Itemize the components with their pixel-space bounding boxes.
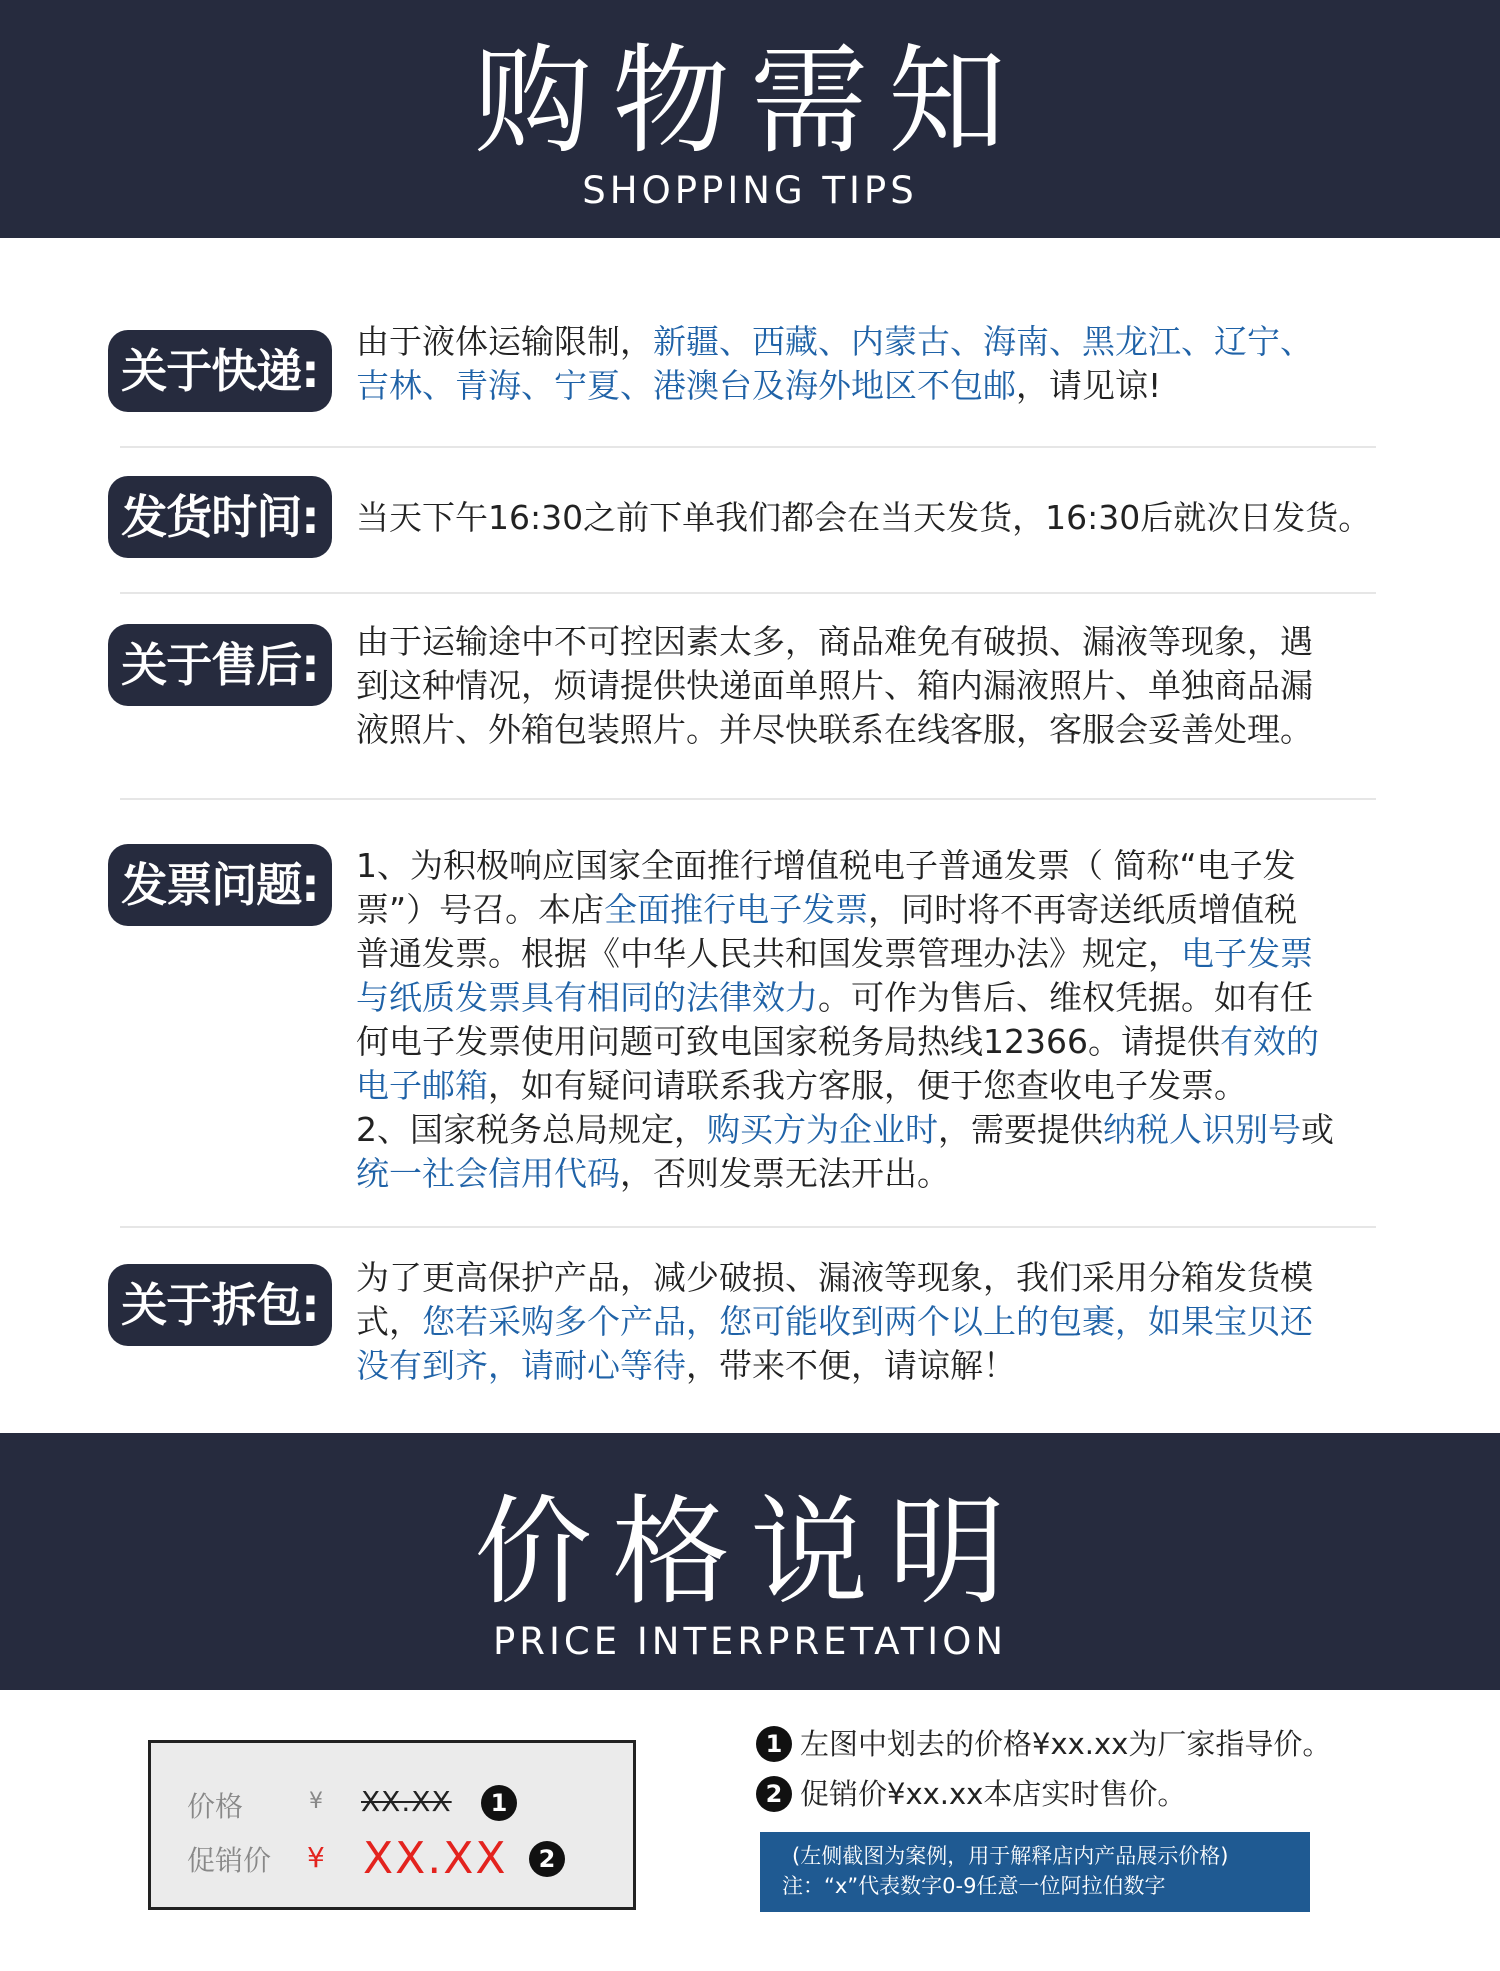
section-text <box>356 844 1386 1196</box>
plain-text: 到这种情况，烦请提供快递面单照片、箱内漏液照片、单独商品漏 <box>356 666 1313 705</box>
plain-text: ，需要提供 <box>938 1110 1103 1149</box>
promo-price-value: XX.XX <box>363 1833 508 1884</box>
text-line <box>356 708 1386 752</box>
note-2-text: 促销价¥xx.xx本店实时售价。 <box>800 1777 1187 1811</box>
plain-text: 何电子发票使用问题可致电国家税务局热线12366。请提供 <box>356 1022 1220 1061</box>
plain-text: ，如有疑问请联系我方客服，便于您查收电子发票。 <box>488 1066 1247 1105</box>
banner-title: 购物需知 <box>473 32 1026 170</box>
text-line <box>356 1152 1386 1196</box>
plain-text: 由于液体运输限制， <box>356 322 653 361</box>
section-label: 关于拆包: <box>108 1264 332 1346</box>
list-price-value: XX.XX <box>361 1785 452 1818</box>
shopping-tips-banner <box>0 0 1500 238</box>
list-price-label: 价格 <box>187 1790 244 1823</box>
text-line <box>356 976 1386 1020</box>
explanation-line-1: (左侧截图为案例，用于解释店内产品展示价格) <box>792 1844 1229 1868</box>
marker-2-icon: 2 <box>756 1776 792 1812</box>
text-line <box>356 1300 1386 1344</box>
plain-text: 1、为积极响应国家全面推行增值税电子普通发票（ 简称“电子发 <box>356 846 1296 885</box>
note-1 <box>756 1726 1331 1764</box>
section-label: 发货时间: <box>108 476 332 558</box>
section-text <box>356 496 1386 540</box>
highlight-text: 纳税人识别号 <box>1103 1110 1301 1149</box>
section-text <box>356 1256 1386 1388</box>
divider <box>120 592 1376 594</box>
price-example-box <box>148 1740 636 1910</box>
highlight-text: 电子发票 <box>1181 934 1313 973</box>
marker-1-icon: 1 <box>481 1785 517 1821</box>
highlight-text: 新疆、西藏、内蒙古、海南、黑龙江、辽宁、 <box>653 322 1313 361</box>
price-interpretation-banner <box>0 1433 1500 1690</box>
text-line <box>356 1020 1386 1064</box>
plain-text: ，同时将不再寄送纸质增值税 <box>868 890 1298 929</box>
text-line <box>356 1256 1386 1300</box>
plain-text: 普通发票。根据《中华人民共和国发票管理办法》规定， <box>356 934 1181 973</box>
divider <box>120 798 1376 800</box>
text-line <box>356 1108 1386 1152</box>
plain-text: ，带来不便，请谅解！ <box>686 1346 1016 1385</box>
section-label: 关于售后: <box>108 624 332 706</box>
section-text <box>356 620 1386 752</box>
explanation-box <box>760 1832 1310 1912</box>
divider <box>120 1226 1376 1228</box>
highlight-text: 吉林、青海、宁夏、港澳台及海外地区不包邮 <box>356 366 1016 405</box>
text-line <box>356 620 1386 664</box>
text-line <box>356 364 1386 408</box>
text-line <box>356 320 1386 364</box>
note-1-text: 左图中划去的价格¥xx.xx为厂家指导价。 <box>800 1727 1332 1761</box>
highlight-text: 购买方为企业时 <box>707 1110 938 1149</box>
banner-title: 价格说明 <box>473 1483 1026 1621</box>
banner-subtitle: SHOPPING TIPS <box>582 169 918 212</box>
plain-text: 。可作为售后、维权凭据。如有任 <box>818 978 1313 1017</box>
section-text <box>356 320 1386 408</box>
highlight-text: 有效的 <box>1219 1022 1319 1061</box>
marker-2-icon: 2 <box>529 1841 565 1877</box>
text-line <box>356 888 1386 932</box>
plain-text: 由于运输途中不可控因素太多，商品难免有破损、漏液等现象，遇 <box>356 622 1313 661</box>
highlight-text: 您若采购多个产品，您可能收到两个以上的包裹，如果宝贝还 <box>422 1302 1313 1341</box>
section-label: 关于快递: <box>108 330 332 412</box>
highlight-text: 电子邮箱 <box>356 1066 488 1105</box>
plain-text: 当天下午16:30之前下单我们都会在当天发货，16:30后就次日发货。 <box>356 498 1372 537</box>
highlight-text: 与纸质发票具有相同的法律效力 <box>356 978 818 1017</box>
marker-1-icon: 1 <box>756 1726 792 1762</box>
section-label: 发票问题: <box>108 844 332 926</box>
plain-text: 2、国家税务总局规定， <box>356 1110 707 1149</box>
explanation-line-2: 注：“x”代表数字0-9任意一位阿拉伯数字 <box>782 1874 1166 1898</box>
plain-text: ，请见谅! <box>1016 366 1162 405</box>
plain-text: 为了更高保护产品，减少破损、漏液等现象，我们采用分箱发货模 <box>356 1258 1313 1297</box>
yen-sign: ¥ <box>309 1789 323 1814</box>
note-2 <box>756 1776 1186 1814</box>
plain-text: 液照片、外箱包装照片。并尽快联系在线客服，客服会妥善处理。 <box>356 710 1313 749</box>
list-price-row <box>151 1785 633 1825</box>
promo-price-label: 促销价 <box>187 1844 272 1877</box>
plain-text: ，否则发票无法开出。 <box>620 1154 950 1193</box>
banner-subtitle: PRICE INTERPRETATION <box>492 1620 1008 1663</box>
highlight-text: 统一社会信用代码 <box>356 1154 620 1193</box>
text-line <box>356 844 1386 888</box>
text-line <box>356 664 1386 708</box>
text-line <box>356 932 1386 976</box>
text-line <box>356 496 1386 540</box>
plain-text: 票”）号召。本店 <box>356 890 605 929</box>
plain-text: 或 <box>1301 1110 1334 1149</box>
text-line <box>356 1064 1386 1108</box>
divider <box>120 446 1376 448</box>
promo-price-row <box>151 1835 633 1891</box>
yen-sign: ¥ <box>307 1841 325 1874</box>
highlight-text: 没有到齐，请耐心等待 <box>356 1346 686 1385</box>
highlight-text: 全面推行电子发票 <box>604 890 869 929</box>
plain-text: 式， <box>356 1302 422 1341</box>
text-line <box>356 1344 1386 1388</box>
